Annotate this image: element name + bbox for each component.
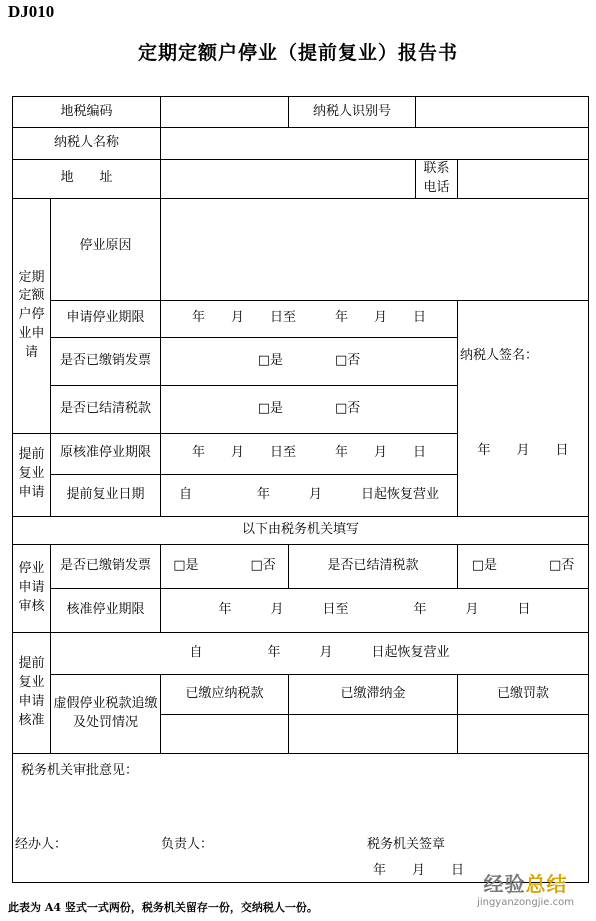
period-value[interactable]: 年 月 日至 年 月 日 [161,300,458,337]
approved-period-label: 原核准停业期限 [51,433,161,474]
footer-note: 此表为 A4 竖式一式两份，税务机关留存一份，交纳税人一份。 [8,901,318,914]
taxpayer-name-field[interactable] [161,128,589,160]
responsible-label: 负责人： [161,836,214,852]
taxpayer-name-label: 纳税人名称 [13,128,161,160]
early-approval-label: 提前复业申请核准 [13,632,51,753]
office-invoice-choice[interactable]: □是 □否 [161,544,289,588]
report-form [12,96,589,883]
paid-tax-field[interactable] [161,714,289,753]
office-tax-label: 是否已结清税款 [289,544,458,588]
phone-label: 联系电话 [416,160,458,199]
taxpayer-id-label: 纳税人识别号 [289,97,416,128]
reason-field[interactable] [161,198,589,300]
early-section-label: 提前复业申请 [13,433,51,516]
office-invoice-label: 是否已缴销发票 [51,544,161,588]
tax-code-field[interactable] [161,97,289,128]
fine-label: 已缴罚款 [458,674,589,714]
fine-field[interactable] [458,714,589,753]
document-code: DJ010 [8,2,55,21]
watermark [477,868,574,908]
watermark-text-a: 经验 [483,872,526,896]
address-label: 地 址 [13,160,161,199]
early-date-label: 提前复业日期 [51,474,161,516]
late-fee-label: 已缴滞纳金 [289,674,458,714]
taxpayer-id-field[interactable] [416,97,589,128]
office-header: 以下由税务机关填写 [13,516,589,544]
tax-cleared-label: 是否已结清税款 [51,385,161,433]
approved-period-value[interactable]: 年 月 日至 年 月 日 [161,433,458,474]
opinion-date: 年 月 日 [373,862,465,878]
paid-tax-label: 已缴应纳税款 [161,674,289,714]
tax-code-label: 地税编码 [13,97,161,128]
period-label: 申请停业期限 [51,300,161,337]
watermark-url: jingyanzongjie.com [477,897,574,908]
penalty-label: 虚假停业税款追缴及处罚情况 [51,674,161,753]
office-period-label: 核准停业期限 [51,588,161,632]
watermark-text-b: 总结 [525,872,568,896]
late-fee-field[interactable] [289,714,458,753]
review-section-label: 停业申请审核 [13,544,51,632]
phone-field[interactable] [458,160,589,199]
opinion-label: 税务机关审批意见： [21,762,139,778]
signature-label: 纳税人签名： [460,347,539,363]
signature-date: 年 月 日 [477,442,569,458]
seal-label: 税务机关签章 [367,836,446,852]
address-field[interactable] [161,160,416,199]
invoice-label: 是否已缴销发票 [51,337,161,385]
early-approval-value[interactable]: 自 年 月 日起恢复营业 [51,632,589,674]
signature-cell[interactable] [458,300,589,516]
invoice-choice[interactable]: □是 □否 [161,337,458,385]
suspension-section-label: 定期定额户停业申请 [13,198,51,433]
document-title: 定期定额户停业（提前复业）报告书 [137,42,458,64]
opinion-cell[interactable] [13,753,589,882]
reason-label: 停业原因 [51,198,161,300]
tax-cleared-choice[interactable]: □是 □否 [161,385,458,433]
office-tax-choice[interactable]: □是 □否 [458,544,589,588]
early-date-value[interactable]: 自 年 月 日起恢复营业 [161,474,458,516]
office-period-value[interactable]: 年 月 日至 年 月 日 [161,588,589,632]
handler-label: 经办人： [15,836,68,852]
